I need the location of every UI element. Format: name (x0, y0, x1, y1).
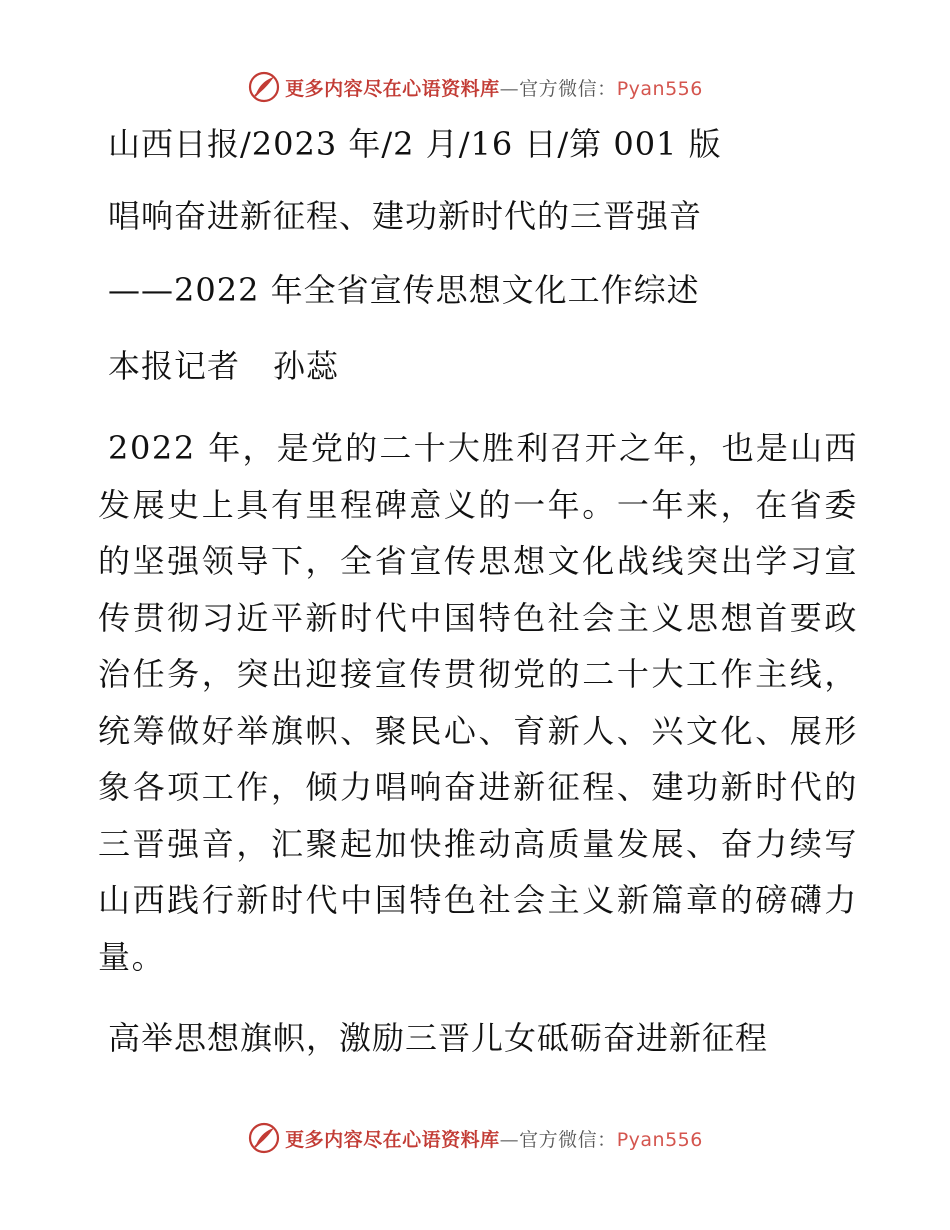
watermark-prefix: 更多内容尽在心语资料库 (285, 1128, 500, 1151)
article-subtitle: ——2022 年全省宣传思想文化工作综述 (108, 271, 700, 309)
article-paragraph: 2022 年，是党的二十大胜利召开之年，也是山西发展史上具有里程碑意义的一年。一年来，在省委的坚强领导下，全省宣传思想文化战线突出学习宣传贯彻习近平新时代中国特色社会主义思想首要政治任务，突出迎接宣传贯彻党的二十大工作主线，统筹做好举旗帜、聚民心、育新人、兴文化、展形象各项工作，倾力唱响奋进新征程、建功新时代的三晋强音，汇聚起加快推动高质量发展、奋力续写山西践行新时代中国特色社会主义新篇章的磅礴力量。 (98, 429, 858, 976)
section-heading: 高举思想旗帜，激励三晋儿女砥砺奋进新征程 (108, 1019, 769, 1057)
watermark-middle: 官方微信： (519, 1128, 617, 1151)
publication-meta: 山西日报/2023 年/2 月/16 日/第 001 版 (108, 125, 722, 163)
watermark-text (285, 74, 703, 101)
watermark-dash: — (499, 77, 520, 100)
article-title: 唱响奋进新征程、建功新时代的三晋强音 (108, 197, 703, 235)
watermark-text (285, 1125, 703, 1152)
watermark-prefix: 更多内容尽在心语资料库 (285, 77, 500, 100)
feather-logo-icon (247, 70, 281, 104)
watermark-middle: 官方微信： (519, 77, 617, 100)
article-byline: 本报记者 孙蕊 (108, 347, 340, 385)
watermark-header (0, 70, 950, 104)
watermark-account: Pyan556 (616, 77, 703, 100)
watermark-dash: — (499, 1128, 520, 1151)
watermark-footer (0, 1121, 950, 1155)
feather-logo-icon (247, 1121, 281, 1155)
watermark-account: Pyan556 (616, 1128, 703, 1151)
